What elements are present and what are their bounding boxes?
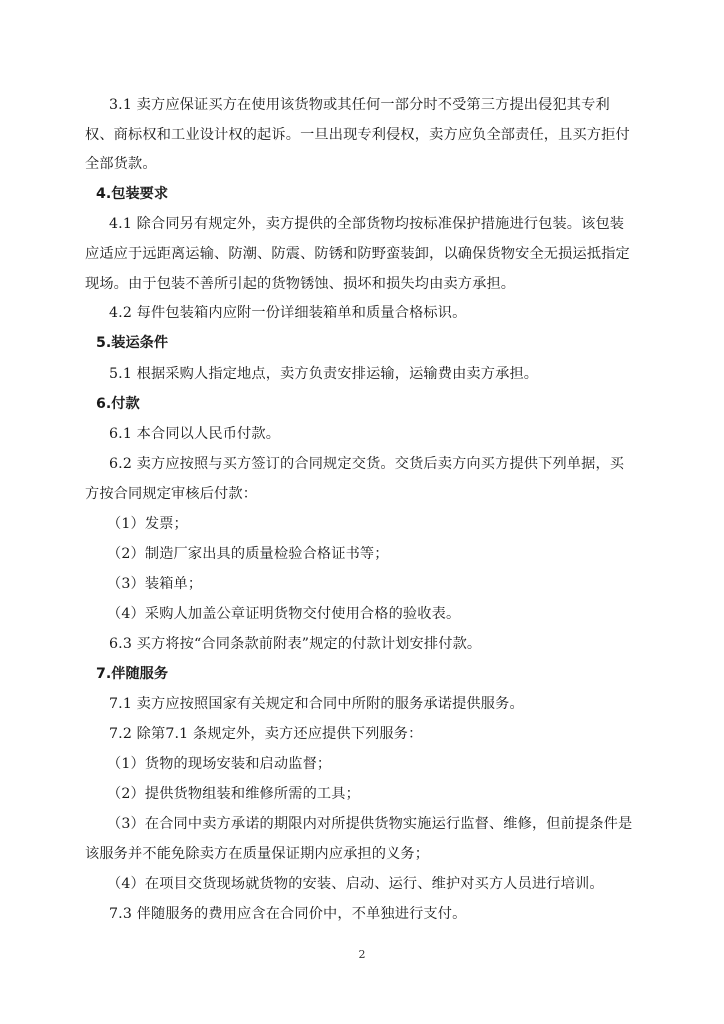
paragraph-6-3: 6.3 买方将按“合同条款前附表”规定的付款计划安排付款。 [109, 636, 482, 652]
paragraph-7-3: 7.3 伴随服务的费用应含在合同价中，不单独进行支付。 [109, 906, 467, 922]
section-heading-packaging: 4.包装要求 [96, 186, 169, 202]
paragraph-7-2: 7.2 除第7.1 条规定外，卖方还应提供下列服务： [109, 726, 423, 742]
paragraph-3-1-line-1: 3.1 卖方应保证买方在使用该货物或其任何一部分时不受第三方提出侵犯其专利 [109, 97, 610, 113]
paragraph-3-1-line-3: 全部货款。 [85, 156, 157, 172]
paragraph-6-1: 6.1 本合同以人民币付款。 [109, 426, 281, 442]
paragraph-5-1: 5.1 根据采购人指定地点，卖方负责安排运输，运输费由卖方承担。 [109, 366, 539, 382]
list-item-tools: （2）提供货物组装和维修所需的工具； [107, 786, 360, 802]
paragraph-4-2: 4.2 每件包装箱内应附一份详细装箱单和质量合格标识。 [109, 305, 467, 321]
paragraph-4-1-line-1: 4.1 除合同另有规定外，卖方提供的全部货物均按标准保护措施进行包装。该包装 [109, 216, 625, 232]
list-item-quality-certificate: （2）制造厂家出具的质量检验合格证书等； [107, 546, 389, 562]
paragraph-7-1: 7.1 卖方应按照国家有关规定和合同中所附的服务承诺提供服务。 [109, 696, 524, 712]
list-item-training: （4）在项目交货现场就货物的安装、启动、运行、维护对买方人员进行培训。 [107, 876, 604, 892]
list-item-packing-list: （3）装箱单； [107, 576, 203, 592]
paragraph-6-2-line-2: 方按合同规定审核后付款： [85, 486, 258, 502]
paragraph-3-1-line-2: 权、商标权和工业设计权的起诉。一旦出现专利侵权，卖方应负全部责任，且买方拒付 [85, 127, 630, 143]
section-heading-shipping: 5.装运条件 [96, 335, 169, 351]
list-item-operation-supervision-line-2: 该服务并不能免除卖方在质量保证期内应承担的义务； [85, 846, 430, 862]
paragraph-6-2-line-1: 6.2 卖方应按照与买方签订的合同规定交货。交货后卖方向买方提供下列单据，买 [109, 456, 625, 472]
list-item-operation-supervision-line-1: （3）在合同中卖方承诺的期限内对所提供货物实施运行监督、维修，但前提条件是 [107, 816, 633, 832]
section-heading-incidental-services: 7.伴随服务 [96, 666, 169, 682]
section-heading-payment: 6.付款 [96, 396, 140, 412]
list-item-acceptance-form: （4）采购人加盖公章证明货物交付使用合格的验收表。 [107, 606, 461, 622]
paragraph-4-1-line-2: 应适应于远距离运输、防潮、防震、防锈和防野蛮装卸，以确保货物安全无损运抵指定 [85, 246, 630, 262]
paragraph-4-1-line-3: 现场。由于包装不善所引起的货物锈蚀、损坏和损失均由卖方承担。 [85, 276, 516, 292]
list-item-invoice: （1）发票； [107, 516, 188, 532]
list-item-installation-supervision: （1）货物的现场安装和启动监督； [107, 756, 332, 772]
page-number: 2 [358, 948, 366, 961]
